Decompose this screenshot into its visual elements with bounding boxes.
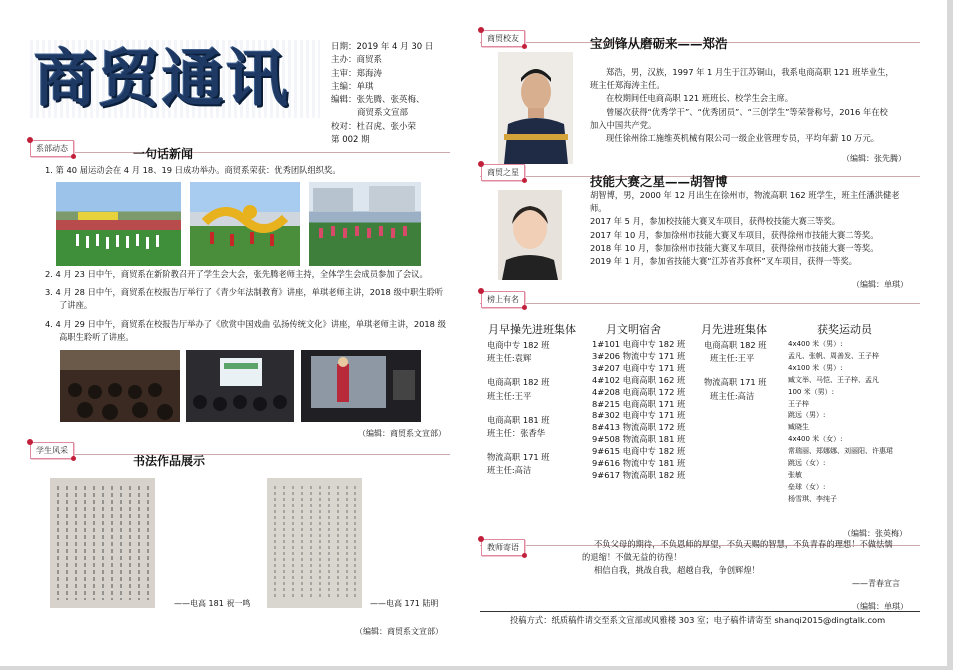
teacher-message-editor: （编辑：单琪） <box>852 602 908 611</box>
section-divider <box>30 152 450 153</box>
calligraphy-caption-1: ——电高 181 祝一鸣 <box>174 599 251 608</box>
sports-photo-2 <box>190 182 300 266</box>
news-item-1: 1. 第 40 届运动会在 4 月 18、19 日成功举办。商贸系荣获：优秀团队组织奖。 <box>45 165 341 175</box>
honor-col4-list <box>788 339 918 506</box>
skill-star-portrait-figure <box>498 190 562 280</box>
page-edge-right <box>947 0 953 670</box>
honor-col3-title: 月先进班集体 <box>701 323 767 336</box>
sports-photo-3-scene <box>309 182 421 266</box>
honor-col1-entry: 班主任：张香华 <box>487 428 546 439</box>
news-item-3-line2: 了讲座。 <box>59 300 93 311</box>
calligraphy-title: 书法作品展示 <box>133 454 206 468</box>
honor-editor: （编辑：张英梅） <box>843 529 907 538</box>
alumni-p3-line1: 曾屡次获得“优秀学干”、“优秀团员”、“三创学生”等荣誉称号，2016 年在校 <box>606 106 888 117</box>
honor-col1-spacer <box>487 365 597 376</box>
issue-editors-cont: 商贸系文宣部 <box>357 108 409 119</box>
page-edge-bottom <box>0 666 953 670</box>
issue-date: 日期：2019 年 4 月 30 日 <box>331 42 434 52</box>
honor-col4-entry: 4x100 米（男）: <box>788 363 843 372</box>
sports-photo-1 <box>56 182 181 266</box>
alumni-title: 宝剑锋从磨砺来——郑浩 <box>590 36 728 51</box>
calligraphy-caption-2: ——电高 171 陆明 <box>370 599 439 608</box>
honor-col2-entry: 3#206 物流中专 171 班 <box>592 350 686 361</box>
alumni-p1-line1: 郑浩，男，汉族，1997 年 1 月生于江苏铜山，我系电商高职 121 班毕业生， <box>606 67 894 77</box>
tag-honor-roll: 榜上有名 <box>481 291 525 308</box>
honor-col2-entry: 8#302 电商中专 171 班 <box>592 410 686 421</box>
honor-col4-entry: 4x400 米（男）: <box>788 340 843 348</box>
skill-star-line2: 师。 <box>590 203 607 214</box>
news-item-3 <box>45 286 465 312</box>
issue-editors: 编辑：张先腾、张英梅、 <box>331 95 425 106</box>
sports-photo-2-scene <box>190 182 300 266</box>
teacher-message-line1: 不负父母的期待，不负恩师的厚望，不负天赐的智慧，不负青春的理想！不做怯懦 <box>594 539 893 549</box>
alumni-portrait <box>498 52 573 164</box>
honor-col1-spacer <box>487 403 597 414</box>
calligraphy-editor: （编辑：商贸系文宣部） <box>355 627 443 636</box>
alumni-p2: 在校期间任电商高职 121 班班长、校学生会主席。 <box>606 93 794 104</box>
honor-col1-entry: 物流高职 171 班 <box>487 452 550 463</box>
alumni-p1-line2: 班主任郑海涛主任。 <box>590 80 665 91</box>
calligraphy-artwork-2-strokes <box>267 478 362 608</box>
lecture-photo-1 <box>60 350 180 422</box>
news-title: 一句话新闻 <box>133 147 194 161</box>
honor-col1-entry: 电商高职 182 班 <box>487 377 550 388</box>
tag-skill-star: 商贸之星 <box>481 164 525 181</box>
honor-col1-entry: 班主任:王平 <box>487 390 532 401</box>
section-divider <box>480 303 920 304</box>
calligraphy-artwork-1-strokes <box>50 478 155 608</box>
honor-col2-list <box>592 339 702 482</box>
news-item-2: 2. 4 月 23 日中午，商贸系在新阶教召开了学生会大会，张先腾老师主持，全体学生会成员参加了会议。 <box>45 269 428 279</box>
honor-col4-entry: 4x400 米（女）: <box>788 435 843 444</box>
alumni-p3-line2: 加入中国共产党。 <box>590 119 657 130</box>
issue-proofreaders: 校对：杜召虎、张小荣 <box>331 121 417 132</box>
lecture-photo-3-scene <box>301 350 421 422</box>
alumni-body <box>590 66 920 145</box>
honor-col3-entry: 班主任:高洁 <box>710 390 755 401</box>
skill-star-line3: 2017 年 5 月，参加校技能大赛叉车项目，获得校技能大赛三等奖。 <box>590 216 841 227</box>
honor-col1-list <box>487 339 597 478</box>
news-editor: （编辑：商贸系文宣部） <box>358 429 446 438</box>
honor-col4-entry: 跳远（女）: <box>788 459 826 468</box>
news-item-4-line2: 高职生聆听了讲座。 <box>59 332 134 343</box>
honor-col1-entry: 电商高职 181 班 <box>487 414 550 425</box>
honor-col4-entry: 垒球（女）: <box>788 482 826 491</box>
alumni-portrait-figure <box>498 52 573 164</box>
honor-col2-entry: 8#215 电商高职 171 班 <box>592 398 686 409</box>
honor-col3-entry: 电商高职 182 班 <box>704 340 767 350</box>
honor-col4-entry: 臧晓生 <box>788 423 809 432</box>
news-item-3-line1: 3. 4 月 28 日中午，商贸系在校报告厅举行了《青少年法制教育》讲座，单琪老师主讲，2018 级中职生聆听 <box>45 287 444 297</box>
honor-col4-entry: 杨雪琪、李纯子 <box>788 494 837 503</box>
honor-col2-entry: 3#207 电商中专 171 班 <box>592 362 686 373</box>
teacher-message-signature: ——青春宣言 <box>852 579 900 588</box>
sports-photo-1-scene <box>56 182 181 266</box>
lecture-photo-3 <box>301 350 421 422</box>
footer-rule <box>480 611 920 612</box>
tag-dept-news: 系部动态 <box>30 140 74 157</box>
tag-student-style: 学生风采 <box>30 442 74 459</box>
teacher-message-body <box>582 538 920 578</box>
calligraphy-artwork-2 <box>267 478 362 608</box>
honor-col2-entry: 9#617 物流高职 182 班 <box>592 469 686 480</box>
footer-submission: 投稿方式：纸质稿件请交至系文宣部或风雅楼 303 室；电子稿件请寄至 shanqi2015@dingtalk.com <box>510 615 886 625</box>
honor-col4-title: 获奖运动员 <box>817 323 872 336</box>
honor-col3-entry: 物流高职 171 班 <box>704 377 767 388</box>
lecture-photo-1-scene <box>60 350 180 422</box>
tag-teacher-message: 教师寄语 <box>481 539 525 556</box>
honor-col2-entry: 9#615 电商中专 182 班 <box>592 446 686 457</box>
honor-col4-entry: 100 米（男）: <box>788 387 834 396</box>
teacher-message-line3: 相信自我，挑战自我，超越自我，争创辉煌！ <box>594 565 760 576</box>
honor-col2-entry: 9#508 物流高职 181 班 <box>592 434 686 445</box>
lecture-photo-2-scene <box>186 350 294 422</box>
skill-star-editor: （编辑：单琪） <box>852 280 908 289</box>
issue-info <box>331 41 451 147</box>
skill-star-line4: 2017 年 10 月，参加徐州市技能大赛叉车项目，获得徐州市技能大赛二等奖。 <box>590 229 879 240</box>
skill-star-portrait <box>498 190 562 280</box>
issue-chief-editor: 主编：单琪 <box>331 81 374 92</box>
skill-star-title: 技能大赛之星——胡智博 <box>590 174 728 189</box>
honor-col2-entry: 4#208 电商高职 172 班 <box>592 386 686 397</box>
honor-col4-entry: 张敏 <box>788 470 802 479</box>
honor-col2-entry: 9#616 物流中专 181 班 <box>592 458 686 469</box>
skill-star-line6: 2019 年 1 月，参加省技能大赛“江苏省苏食杯”叉车项目，获得一等奖。 <box>590 256 857 267</box>
news-item-4-line1: 4. 4 月 29 日中午，商贸系在校报告厅举办了《欣赏中国戏曲 弘扬传统文化》讲座，单琪老师主讲，2018 级 <box>45 319 446 329</box>
skill-star-line1: 胡智博，男，2000 年 12 月出生在徐州市，物流高职 162 班学生，班主任潘洪健老 <box>590 190 900 200</box>
teacher-message-line2: 的退缩！不做无益的彷徨！ <box>582 552 682 563</box>
skill-star-body <box>590 189 920 268</box>
issue-number: 第 002 期 <box>331 135 370 146</box>
honor-col1-title: 月早操先进班集体 <box>488 323 576 336</box>
masthead-title: 商贸通讯 <box>34 42 291 115</box>
alumni-p4: 现任徐州徐工施维英机械有限公司一级企业管理专员，平均年薪 10 万元。 <box>606 133 880 144</box>
honor-col2-entry: 1#101 电商中专 182 班 <box>592 339 686 349</box>
honor-col4-entry: 孟凡、张帆、周善发、王子梓 <box>788 351 879 360</box>
honor-col1-spacer <box>487 440 597 451</box>
lecture-photo-2 <box>186 350 294 422</box>
news-item-4 <box>45 318 465 344</box>
honor-col1-entry: 班主任:袁辉 <box>487 353 532 364</box>
honor-col3-entry: 班主任:王平 <box>710 353 755 364</box>
honor-col2-title: 月文明宿舍 <box>606 323 661 336</box>
honor-col2-entry: 8#413 物流高职 172 班 <box>592 422 686 433</box>
skill-star-line5: 2018 年 10 月，参加徐州市技能大赛叉车项目，获得徐州市技能大赛一等奖。 <box>590 242 879 253</box>
honor-col1-entry: 班主任:高洁 <box>487 465 532 476</box>
honor-col4-entry: 跳远（男）: <box>788 411 826 420</box>
issue-reviewer: 主审：郑海涛 <box>331 68 383 79</box>
sports-photo-3 <box>309 182 421 266</box>
honor-col2-entry: 4#102 电商高职 162 班 <box>592 374 686 385</box>
issue-sponsor: 主办：商贸系 <box>331 55 383 66</box>
honor-col1-entry: 电商中专 182 班 <box>487 340 550 350</box>
section-divider <box>30 454 450 455</box>
tag-alumni: 商贸校友 <box>481 30 525 47</box>
honor-col4-entry: 常瑞丽、郑娜娜、刘丽阳、许惠珺 <box>788 447 893 456</box>
calligraphy-artwork-1 <box>50 478 155 608</box>
honor-col4-entry: 王子梓 <box>788 399 809 408</box>
alumni-editor: （编辑：张先腾） <box>842 154 906 163</box>
honor-col4-entry: 臧文举、马恺、王子梓、孟凡 <box>788 375 879 384</box>
